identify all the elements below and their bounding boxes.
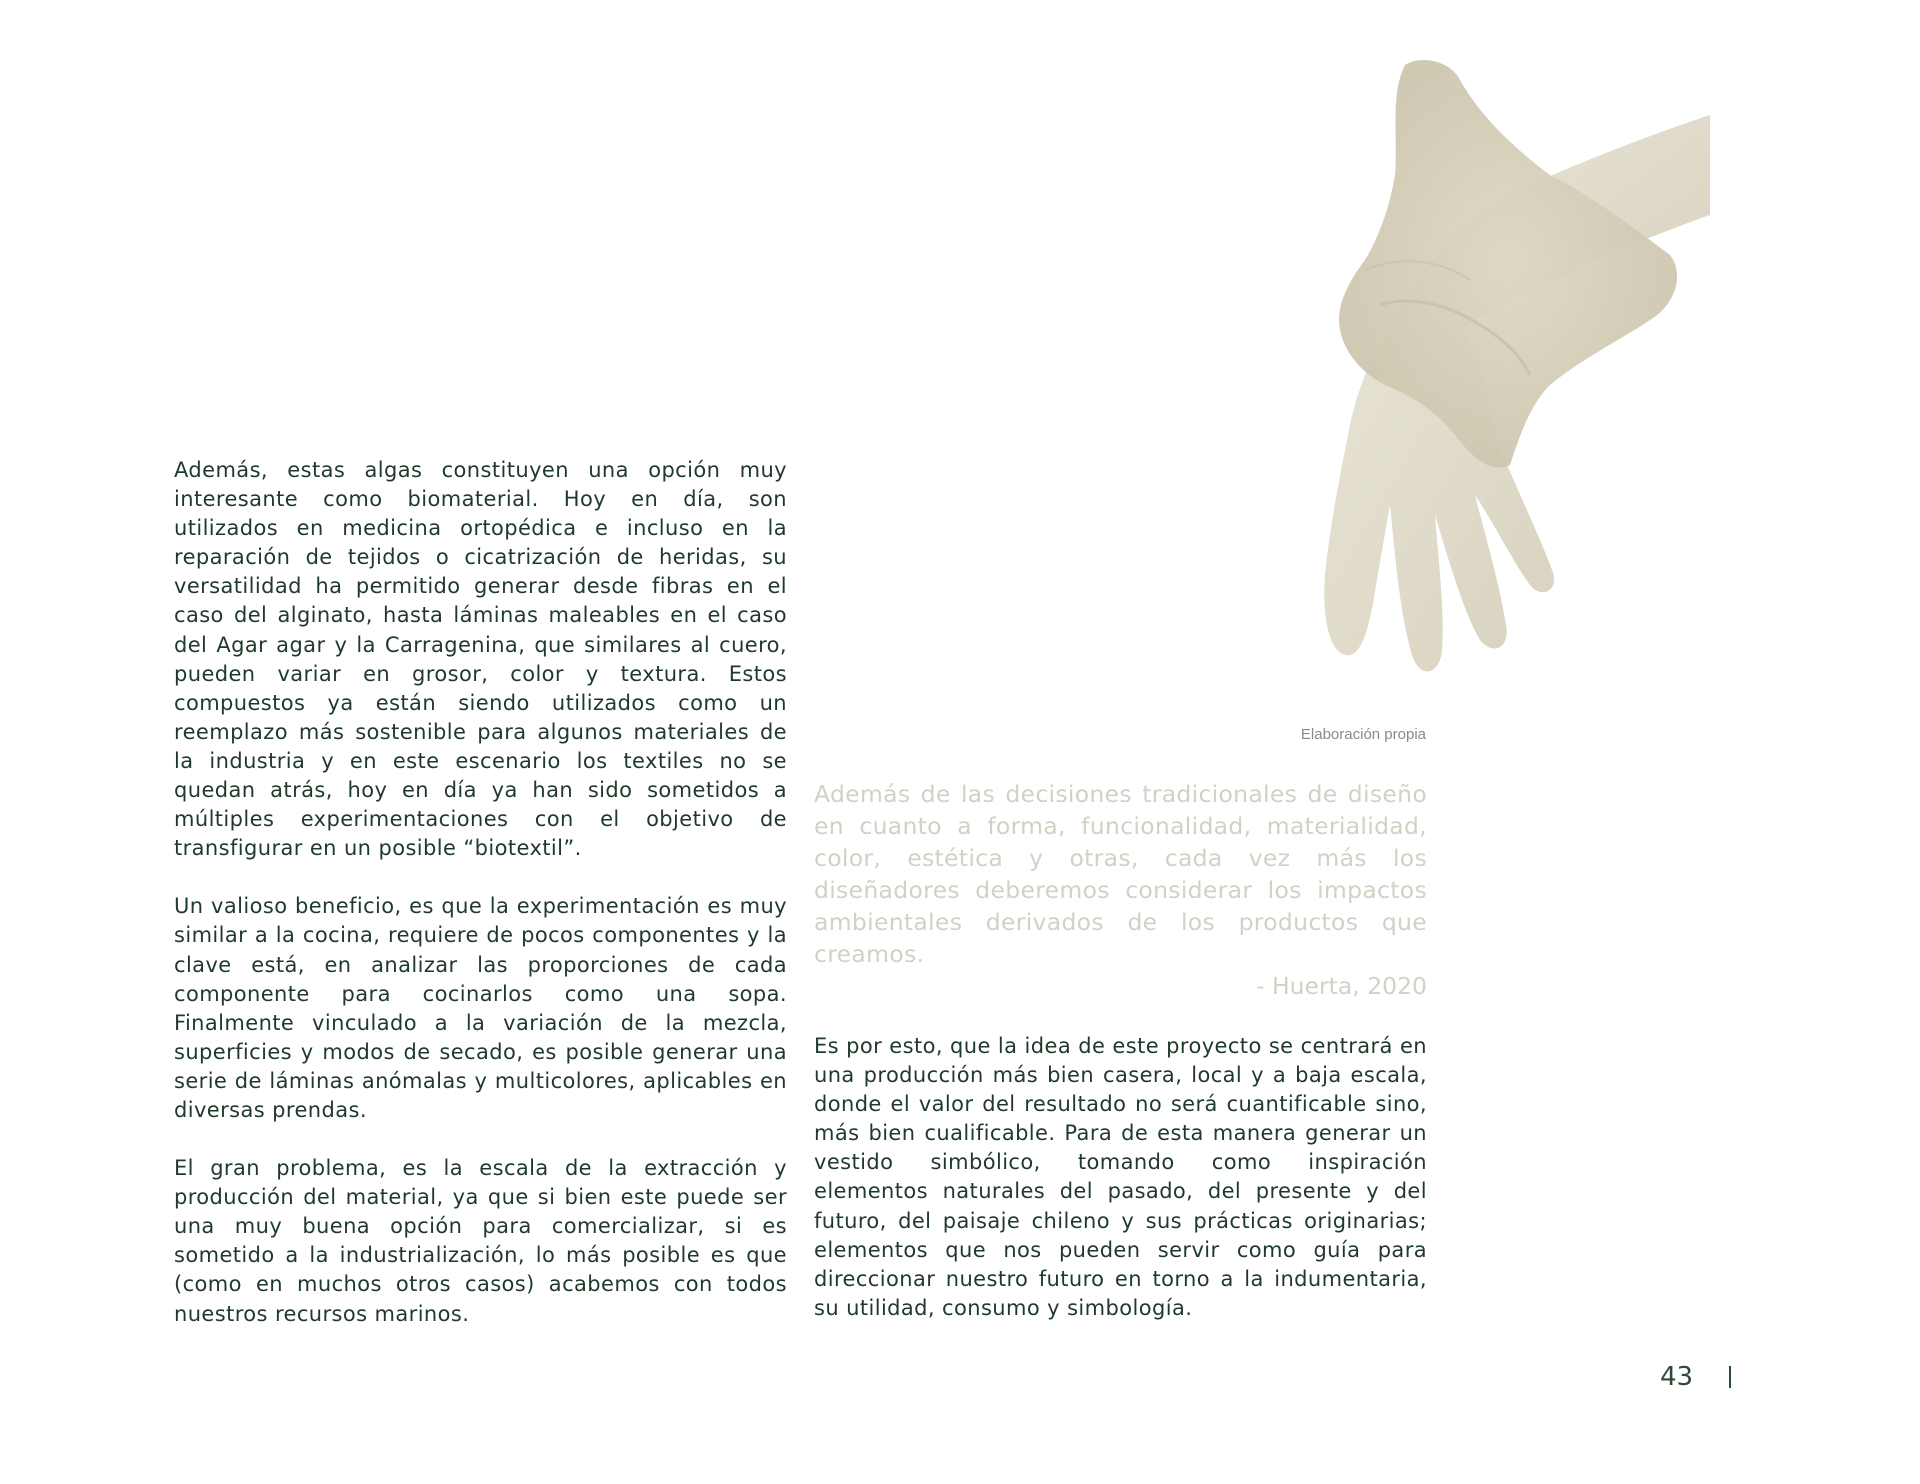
quote-attribution: - Huerta, 2020 xyxy=(1256,972,1427,1000)
left-column xyxy=(174,456,787,1329)
paragraph: El gran problema, es la escala de la extracción y producción del material, ya que si bien este puede ser una muy buena opción para comercializar, si es sometido a la industrialización, lo más posible es que (como en muchos otros casos) acabemos con todos nuestros recursos marinos. xyxy=(174,1156,787,1326)
paragraph: Es por esto, que la idea de este proyecto se centrará en una producción más bien casera, local y a baja escala, donde el valor del resultado no será cuantificable sino, más bien cualificable. Para de esta manera generar un vestido simbólico, tomando como inspiración elementos naturales del pasado, del presente y del futuro, del paisaje chileno y sus prácticas originarias; elementos que nos pueden servir como guía para direccionar nuestro futuro en torno a la indumentaria, su utilidad, consumo y simbología. xyxy=(814,1034,1427,1320)
page-number xyxy=(1660,1362,1731,1392)
pull-quote xyxy=(814,778,1427,1002)
page-number-divider xyxy=(1729,1366,1731,1388)
paragraph: Un valioso beneficio, es que la experimentación es muy similar a la cocina, requiere de pocos componentes y la clave está, en analizar las proporciones de cada componente para cocinarlos como una sopa. Finalmente vinculado a la variación de la mezcla, superficies y modos de secado, es posible generar una serie de láminas anómalas y multicolores, aplicables en diversas prendas. xyxy=(174,894,787,1122)
right-column xyxy=(814,1032,1427,1323)
paragraph: Además, estas algas constituyen una opción muy interesante como biomaterial. Hoy en día, son utilizados en medicina ortopédica e incluso en la reparación de tejidos o cicatrización de heridas, su versatilidad ha permitido generar desde fibras en el caso del alginato, hasta láminas maleables en el caso del Agar agar y la Carragenina, que similares al cuero, pueden variar en grosor, color y textura. Estos compuestos ya están siendo utilizados como un reemplazo más sostenible para algunos materiales de la industria y en este escenario los textiles no se quedan atrás, hoy en día ya han sido sometidos a múltiples experimentaciones con el objetivo de transfigurar en un posible “biotextil”. xyxy=(174,458,787,861)
hand-with-biotextile-icon xyxy=(1150,55,1710,720)
page-number-value: 43 xyxy=(1660,1362,1694,1392)
quote-text: Además de las decisiones tradicionales de diseño en cuanto a forma, funcionalidad, materialidad, color, estética y otras, cada vez más los diseñadores deberemos considerar los impactos ambientales derivados de los productos que creamos. xyxy=(814,780,1427,968)
figure-caption: Elaboración propia xyxy=(1300,726,1426,743)
